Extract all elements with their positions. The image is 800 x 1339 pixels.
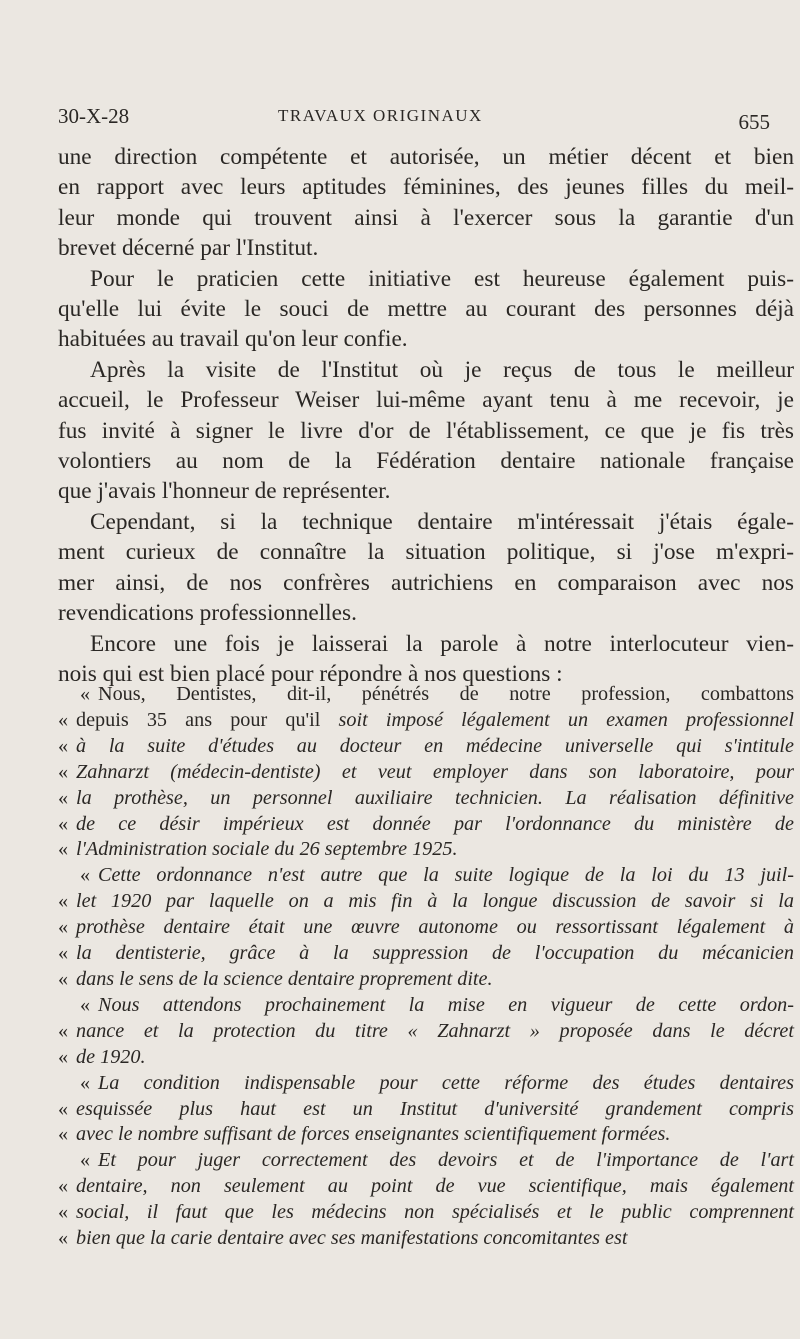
quote-mark: «	[80, 864, 91, 887]
quote-text: la prothèse, un personnel auxiliaire technicien. La réalisation définitive	[76, 786, 794, 809]
quote-mark: «	[58, 708, 69, 731]
text-line: ment curieux de connaître la situation politique, si j'ose m'expri-	[58, 539, 794, 566]
text-line: volontiers au nom de la Fédération dentaire nationale française	[58, 448, 794, 475]
quote-text: Et pour juger correctement des devoirs et de l'importance de l'art	[98, 1149, 794, 1172]
quote-text: esquissée plus haut est un Institut d'université grandement compris	[76, 1097, 794, 1120]
quote-mark: «	[58, 1175, 69, 1198]
text-line: leur monde qui trouvent ainsi à l'exercer sous la garantie d'un	[58, 204, 794, 231]
quote-line	[58, 967, 794, 993]
text-line: Encore une fois je laisserai la parole à notre interlocuteur vien-	[90, 630, 794, 657]
quote-text: la dentisterie, grâce à la suppression de l'occupation du mécanicien	[76, 942, 794, 965]
quote-line	[58, 1097, 794, 1123]
quote-text: let 1920 par laquelle on a mis fin à la longue discussion de savoir si la	[76, 890, 794, 913]
quote-mark: «	[58, 1019, 69, 1042]
quote-mark: «	[58, 812, 69, 835]
quote-line	[58, 941, 794, 967]
quote-mark: «	[58, 1097, 69, 1120]
quote-line	[58, 837, 794, 863]
quote-paragraph	[58, 863, 794, 993]
quote-line	[58, 812, 794, 838]
quote-text: à la suite d'études au docteur en médecine universelle qui s'intitule	[76, 734, 794, 757]
header-title: TRAVAUX ORIGINAUX	[278, 106, 483, 125]
quote-text: de ce désir impérieux est donnée par l'ordonnance du ministère de	[76, 812, 794, 835]
quote-text: bien que la carie dentaire avec ses manifestations concomitantes est	[76, 1227, 628, 1250]
quote-paragraph	[58, 993, 794, 1071]
quote-text: social, il faut que les médecins non spécialisés et le public comprennent	[76, 1201, 794, 1224]
paragraph	[58, 507, 794, 629]
quote-text: Nous, Dentistes, dit-il, pénétrés de notre profession, combattons	[98, 683, 794, 705]
quote-text: avec le nombre suffisant de forces enseignantes scientifiquement formées.	[76, 1123, 671, 1146]
quote-mark: «	[58, 967, 69, 990]
quote-text: Zahnarzt (médecin-dentiste) et veut employer dans son laboratoire, pour	[76, 760, 794, 783]
quote-line	[58, 1071, 794, 1097]
running-header	[58, 104, 770, 134]
quoted-passage	[58, 682, 794, 1252]
quote-text: nance et la protection du titre « Zahnarzt » proposée dans le décret	[76, 1019, 794, 1042]
quote-line	[58, 708, 794, 734]
quote-line	[58, 1174, 794, 1200]
quote-mark: «	[58, 942, 69, 965]
text-line: habituées au travail qu'on leur confie.	[58, 326, 408, 353]
text-line: revendications professionnelles.	[58, 600, 357, 627]
quote-mark: «	[58, 1045, 69, 1068]
quote-mark: «	[58, 1201, 69, 1224]
quote-line	[58, 1148, 794, 1174]
text-line: Après la visite de l'Institut où je reçus de tous le meilleur	[90, 356, 794, 383]
text-line: Cependant, si la technique dentaire m'intéressait j'étais égale-	[90, 508, 794, 535]
quote-line	[58, 915, 794, 941]
quote-paragraph	[58, 682, 794, 863]
quote-text: Cette ordonnance n'est autre que la suite logique de la loi du 13 juil-	[98, 864, 794, 887]
text-line: accueil, le Professeur Weiser lui-même ayant tenu à me recevoir, je	[58, 387, 794, 414]
quote-text: de 1920.	[76, 1045, 146, 1068]
quote-mark: «	[58, 1227, 69, 1250]
quote-text: l'Administration sociale du 26 septembre 1925.	[76, 838, 458, 861]
quote-line	[58, 889, 794, 915]
quote-line	[58, 682, 794, 708]
quote-line	[58, 734, 794, 760]
quote-text: depuis 35 ans pour qu'il	[76, 708, 339, 731]
quote-mark: «	[58, 786, 69, 809]
quote-mark: «	[58, 838, 69, 861]
quote-mark: «	[58, 890, 69, 913]
quote-line	[58, 993, 794, 1019]
quote-line	[58, 863, 794, 889]
paragraph	[58, 142, 794, 264]
text-line: Pour le praticien cette initiative est heureuse également puis-	[90, 265, 794, 292]
text-line: en rapport avec leurs aptitudes féminines, des jeunes filles du meil-	[58, 174, 794, 201]
quote-paragraph	[58, 1148, 794, 1252]
paragraph	[58, 355, 794, 507]
quote-mark: «	[58, 760, 69, 783]
quote-mark: «	[80, 993, 91, 1016]
quote-text-italic: soit imposé légalement un examen professionnel	[338, 708, 794, 731]
text-line: fus invité à signer le livre d'or de l'établissement, ce que je fis très	[58, 417, 794, 444]
text-line: nois qui est bien placé pour répondre à nos questions :	[58, 660, 563, 687]
text-line: que j'avais l'honneur de représenter.	[58, 478, 391, 505]
text-line: mer ainsi, de nos confrères autrichiens en comparaison avec nos	[58, 569, 794, 596]
quote-mark: «	[58, 1123, 69, 1146]
quote-mark: «	[80, 1149, 91, 1172]
quote-text: dans le sens de la science dentaire proprement dite.	[76, 967, 493, 990]
quote-mark: «	[80, 683, 91, 705]
text-line: qu'elle lui évite le souci de mettre au courant des personnes déjà	[58, 296, 794, 323]
quote-line	[58, 786, 794, 812]
page-number: 655	[738, 110, 770, 134]
body-text	[58, 142, 794, 689]
quote-mark: «	[58, 734, 69, 757]
quote-text: prothèse dentaire était une œuvre autonome ou ressortissant légalement à	[76, 916, 794, 939]
quote-line	[58, 1200, 794, 1226]
quote-paragraph	[58, 1071, 794, 1149]
quote-mark: «	[58, 916, 69, 939]
quote-text: La condition indispensable pour cette réforme des études dentaires	[98, 1071, 794, 1094]
header-date: 30-X-28	[58, 104, 130, 128]
quote-line	[58, 1019, 794, 1045]
quote-text: dentaire, non seulement au point de vue scientifique, mais également	[76, 1175, 794, 1198]
quote-mark: «	[80, 1071, 91, 1094]
quote-text: Nous attendons prochainement la mise en vigueur de cette ordon-	[98, 993, 794, 1016]
quote-line	[58, 1226, 794, 1252]
paragraph	[58, 629, 794, 690]
quote-line	[58, 1045, 794, 1071]
quote-line	[58, 1122, 794, 1148]
text-line: une direction compétente et autorisée, un métier décent et bien	[58, 144, 794, 170]
paragraph	[58, 264, 794, 355]
text-line: brevet décerné par l'Institut.	[58, 235, 319, 262]
quote-line	[58, 760, 794, 786]
